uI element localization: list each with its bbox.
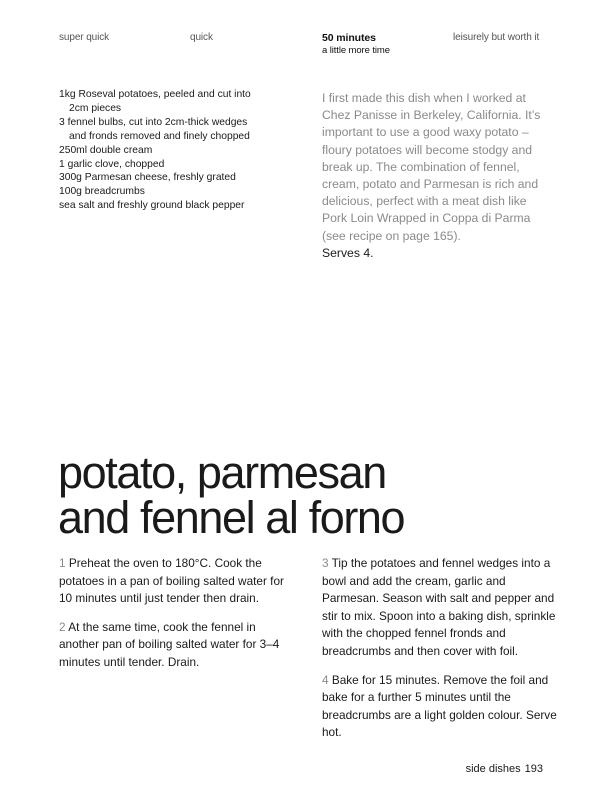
ingredients-list <box>59 88 259 213</box>
ingredient-item: sea salt and freshly ground black pepper <box>59 200 245 212</box>
timing-label: quick <box>190 32 213 43</box>
timing-leisurely <box>453 32 539 43</box>
method-step <box>59 619 294 672</box>
timing-super-quick <box>59 32 109 43</box>
step-text: Preheat the oven to 180°C. Cook the potatoes in a pan of boiling salted water for 10 minutes until just tender then drain. <box>59 556 284 606</box>
timing-duration: 50 minutes <box>322 32 376 44</box>
ingredient-item: 250ml double cream <box>59 144 153 156</box>
method-column-right <box>322 555 557 753</box>
method-column-left <box>59 555 294 683</box>
step-number: 4 <box>322 672 329 687</box>
ingredient-item: 1 garlic clove, chopped <box>59 158 165 170</box>
section-name: side dishes <box>465 763 521 775</box>
timing-label: super quick <box>59 32 110 43</box>
method-step <box>59 555 294 608</box>
step-number: 2 <box>59 619 66 634</box>
intro-text: I first made this dish when I worked at Chez Panisse in Berkeley, California. It’s important to use a good waxy potato – floury potatoes will become stodgy and break up. The combination of fennel, cream, potato and Parmesan is rich and delicious, perfect with a meat dish like Pork Loin Wrapped in Coppa di Parma (see recipe on page 165). <box>322 91 541 243</box>
step-text: Tip the potatoes and fennel wedges into a bowl and add the cream, garlic and Parmesan. Season with salt and pepper and stir to mix. Spoon into a baking dish, sprinkle with the chopped fennel fronds and breadcrumbs and then cover with foil. <box>322 556 556 658</box>
title-line-2: and fennel al forno <box>58 492 405 543</box>
method-step <box>322 672 557 742</box>
page-footer <box>466 763 543 775</box>
step-text: Bake for 15 minutes. Remove the foil and bake for a further 5 minutes until the breadcrumbs are a light golden colour. Serve hot. <box>322 672 557 740</box>
title-line-1: potato, parmesan <box>58 447 386 498</box>
ingredient-item: 100g breadcrumbs <box>59 186 145 198</box>
timing-category: a little more time <box>322 45 390 56</box>
page-number: 193 <box>524 763 543 775</box>
step-number: 1 <box>59 556 66 570</box>
step-text: At the same time, cook the fennel in another pan of boiling salted water for 3–4 minutes until tender. Drain. <box>59 619 280 669</box>
ingredient-item: 1kg Roseval potatoes, peeled and cut into 2cm pieces <box>59 89 251 114</box>
method-step <box>322 555 557 661</box>
step-number: 3 <box>322 556 329 570</box>
ingredient-item: 300g Parmesan cheese, freshly grated <box>59 172 236 184</box>
recipe-title <box>58 447 578 543</box>
ingredient-item: 3 fennel bulbs, cut into 2cm-thick wedges and fronds removed and finely chopped <box>59 116 250 142</box>
timing-quick <box>190 32 213 43</box>
serves-count: Serves 4. <box>322 245 374 260</box>
timing-selected <box>322 32 390 56</box>
timing-label: leisurely but worth it <box>453 32 540 43</box>
recipe-intro <box>322 90 552 262</box>
